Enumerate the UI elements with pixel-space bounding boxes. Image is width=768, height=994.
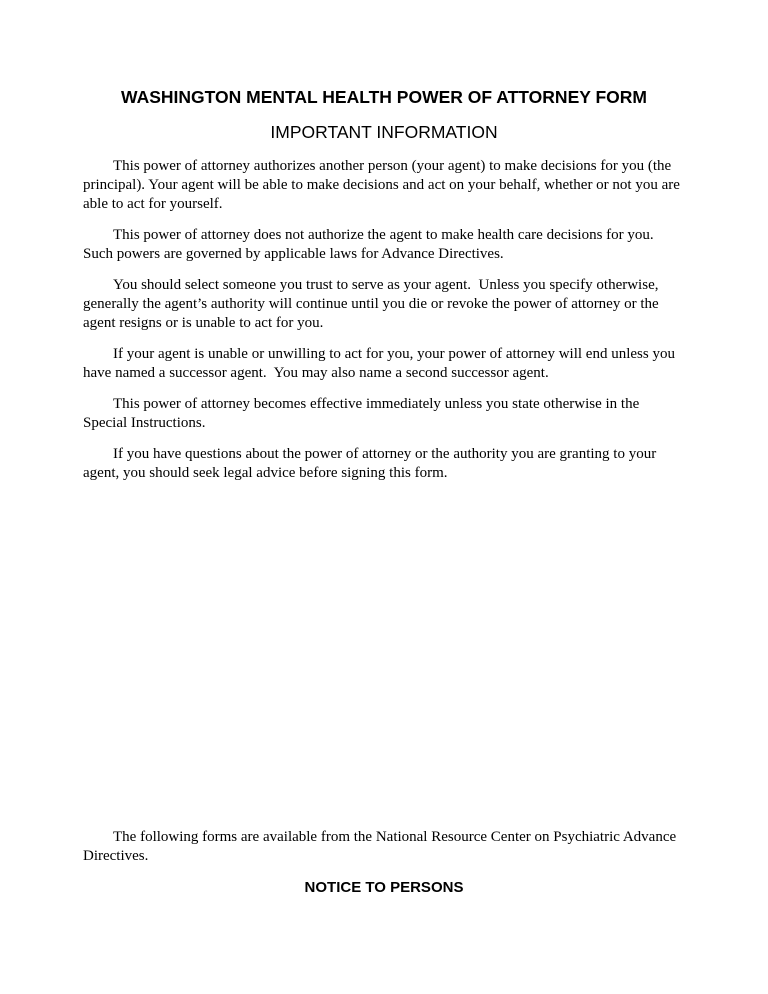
section-heading-notice-to-persons: NOTICE TO PERSONS (304, 879, 464, 896)
paragraph-health-care-limit: This power of attorney does not authorize the agent to make health care decisions for you. Such powers are governed by applicable laws for Advance Directives. (83, 227, 658, 262)
paragraph-successor-agent: If your agent is unable or unwilling to act for you, your power of attorney will end unless you have named a successor agent. You may also name a second successor agent. (83, 346, 679, 381)
paragraph-forms-available: The following forms are available from the National Resource Center on Psychiatric Advance Directives. (83, 829, 680, 864)
document-body (83, 157, 684, 866)
paragraph-select-agent: You should select someone you trust to serve as your agent. Unless you specify otherwise, generally the agent’s authority will continue until you die or revoke the power of attorney or the agent resigns or is unable to act for you. (83, 277, 663, 331)
document-subtitle: IMPORTANT INFORMATION (270, 122, 498, 142)
document-title: WASHINGTON MENTAL HEALTH POWER OF ATTORNEY FORM (121, 87, 647, 107)
paragraph-effective-immediately: This power of attorney becomes effective immediately unless you state otherwise in the Special Instructions. (83, 396, 643, 431)
blank-space (83, 495, 684, 828)
paragraph-legal-advice: If you have questions about the power of attorney or the authority you are granting to your agent, you should seek legal advice before signing this form. (83, 446, 660, 481)
paragraph-authorization: This power of attorney authorizes another person (your agent) to make decisions for you (the principal). Your agent will be able to make decisions and act on your behalf, whether or not you are able to act for yourself. (83, 158, 684, 212)
